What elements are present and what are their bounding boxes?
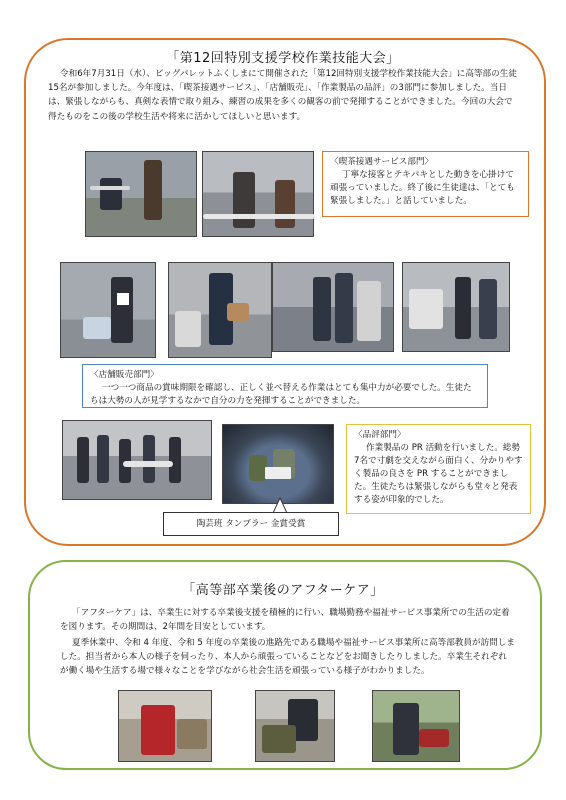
product-review-caption — [346, 424, 531, 514]
aftercare-para-2: 夏季休業中、令和 4 年度、令和 5 年度の卒業後の進路先である職場や福祉サービス事業所に高等部教員が訪問しました。担当者から本人の様子を伺ったり、本人から頑張っていることなどをお聞きしたりしました。卒業生それぞれが働く場や生活する場で様々なことを学びながら社会生活を頑張っている様子がわかりました。 — [60, 638, 515, 677]
product-review-heading: 〈品評部門〉 — [354, 430, 406, 440]
cafe-service-caption — [322, 151, 529, 217]
store-sales-heading: 〈店舗販売部門〉 — [90, 370, 159, 380]
photo-pottery-tumbler — [222, 424, 334, 504]
photo-cafe-1 — [85, 151, 197, 237]
contest-intro: 令和6年7月31日（水）、ビッグパレットふくしまにて開催された「第12回特別支援学校作業技能大会」に高等部の生徒15名が参加しました。今年度は、「喫茶接遇サービス」、「店舗販売」、「作業製品の品評」の3部門に参加しました。当日は、緊張しながらも、真剣な表情で取り組み、練習の成果を多くの観客の前で発揮することができました。今回の大会で得たものをこの後の学校生活や将来に活かしてほしいと思います。 — [48, 69, 517, 122]
photo-evaluation-1 — [62, 420, 212, 500]
photo-store-1 — [60, 262, 156, 358]
photo-cafe-2 — [202, 151, 314, 237]
aftercare-title: 「高等部卒業後のアフターケア」 — [182, 583, 384, 598]
cafe-service-heading: 〈喫茶接遇サービス部門〉 — [330, 157, 434, 167]
contest-title: 「第12回特別支援学校作業技能大会」 — [166, 51, 400, 66]
photo-store-3 — [272, 262, 394, 352]
photo-aftercare-1 — [118, 690, 212, 762]
photo-store-2 — [168, 262, 272, 358]
photo-aftercare-2 — [255, 690, 335, 762]
product-review-text: 作業製品の PR 活動を行いました。総勢7名で寸劇を交えながら面白く、分かりやすく製品の良さを PR することができました。生徒たちは緊張しながらも堂々と発表する姿が印象的でした。 — [354, 443, 523, 505]
store-sales-caption — [82, 364, 488, 408]
cafe-service-text: 丁寧な接客とテキパキとした動きを心掛けて頑張っていました。終了後に生徒達は、「とても緊張しました。」と話していました。 — [330, 170, 515, 206]
aftercare-para-1: 「アフターケア」は、卒業生に対する卒業後支援を積極的に行い、職場勤務や福祉サービス事業所での生活の定着を図ります。その期間は、2年間を目安としています。 — [60, 608, 510, 633]
photo-store-4 — [402, 262, 510, 352]
award-label: 陶芸班 タンブラー 金賞受賞 — [163, 512, 339, 536]
store-sales-text: 一つ一つ商品の賞味期限を確認し、正しく並べ替える作業はとても集中力が必要でした。生徒たちは大勢の人が見学するなかで自分の力を発揮することができました。 — [90, 383, 472, 406]
photo-aftercare-3 — [372, 690, 460, 762]
